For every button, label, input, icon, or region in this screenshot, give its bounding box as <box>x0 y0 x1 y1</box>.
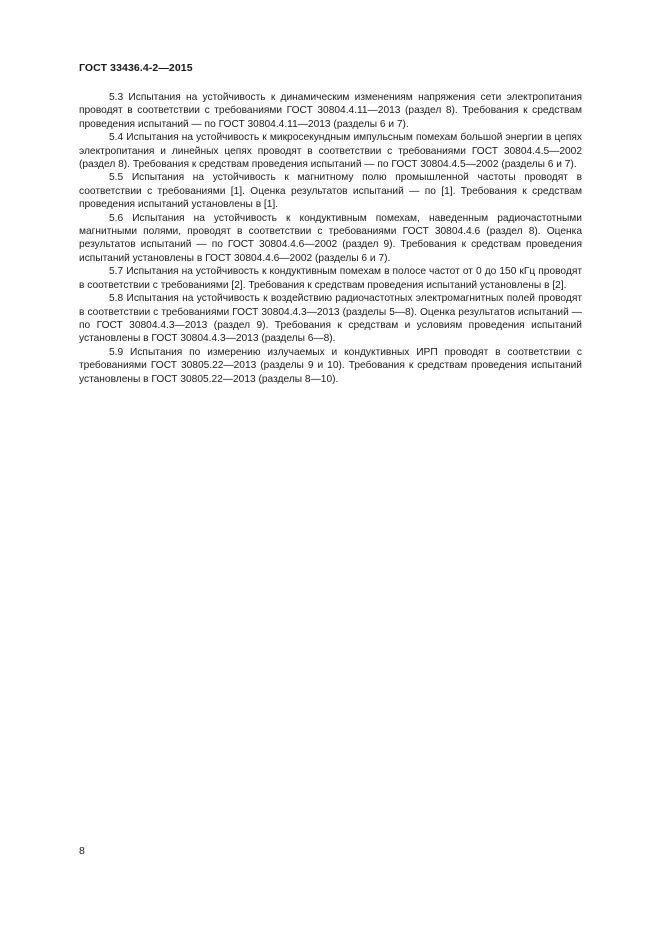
paragraph-5-6: 5.6 Испытания на устойчивость к кондуктивным помехам, наведенным радиочастотными магнитными полями, проводят в соответствии с требованиями ГОСТ 30804.4.6 (раздел 8). Оценка результатов испытаний — по ГОСТ 30804.4.6—2002 (раздел 9). Требования к средствам проведения испытаний установлены в ГОСТ 30804.4.6—2002 (разделы 6 и 7). <box>79 212 582 264</box>
paragraph-5-5: 5.5 Испытания на устойчивость к магнитному полю промышленной частоты проводят в соответствии с требованиями [1]. Оценка результатов испытаний — по [1]. Требования к средствам проведения испытаний установлены в [1]. <box>79 172 582 211</box>
paragraph-5-9: 5.9 Испытания по измерению излучаемых и кондуктивных ИРП проводят в соответствии с требованиями ГОСТ 30805.22—2013 (разделы 9 и 10). Требования к средствам проведения испытаний установлены в ГОСТ 30805.22—2013 (разделы 8—10). <box>79 346 582 385</box>
page-number: 8 <box>79 845 85 857</box>
document-body <box>79 91 582 386</box>
paragraph-5-3: 5.3 Испытания на устойчивость к динамическим изменениям напряжения сети электропитания проводят в соответствии с требованиями ГОСТ 30804.4.11—2013 (раздел 8). Требования к средствам проведения испытаний — по ГОСТ 30804.4.11—2013 (разделы 6 и 7). <box>79 92 582 130</box>
paragraph-5-4: 5.4 Испытания на устойчивость к микросекундным импульсным помехам большой энергии в цепях электропитания и линейных цепях проводят в соответствии с требованиями ГОСТ 30804.4.5—2002 (раздел 8). Требования к средствам проведения испытаний — по ГОСТ 30804.4.5—2002 (разделы 6 и 7). <box>79 132 582 171</box>
paragraph-5-8: 5.8 Испытания на устойчивость к воздействию радиочастотных электромагнитных полей проводят в соответствии с требованиями ГОСТ 30804.4.3—2013 (разделы 5—8). Оценка результатов испытаний — по ГОСТ 30804.4.3—2013 (раздел 9). Требования к средствам и условиям проведения испытаний установлены в ГОСТ 30804.4.3—2013 (разделы 6—8). <box>79 293 582 345</box>
paragraph-5-7: 5.7 Испытания на устойчивость к кондуктивным помехам в полосе частот от 0 до 150 кГц проводят в соответствии с требованиями [2]. Требования к средствам проведения испытаний установлены в [2]. <box>79 266 582 291</box>
standard-header: ГОСТ 33436.4-2—2015 <box>79 62 193 74</box>
